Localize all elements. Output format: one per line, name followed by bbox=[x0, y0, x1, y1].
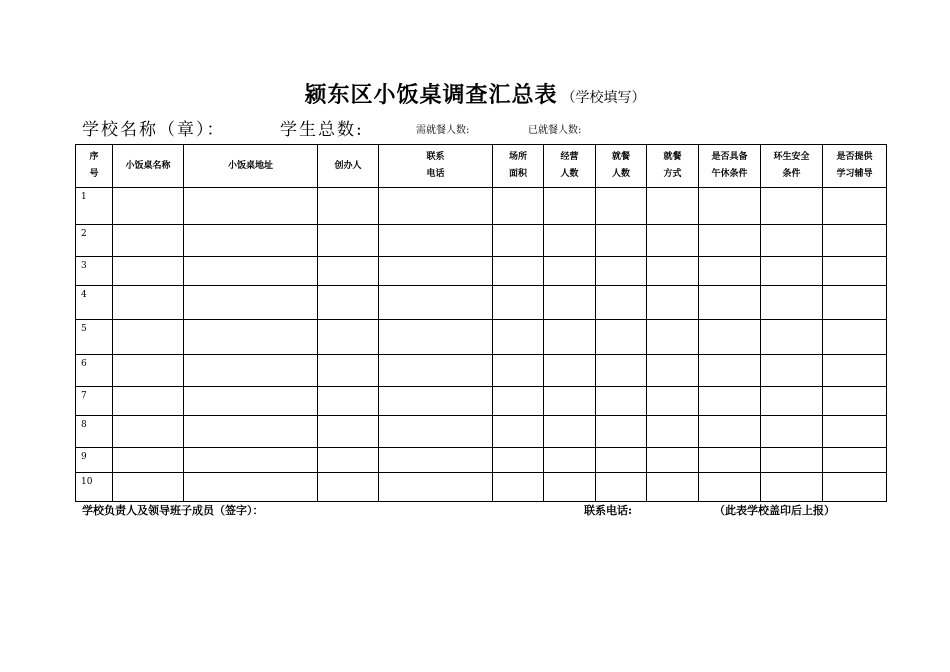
table-cell[interactable] bbox=[184, 257, 318, 286]
table-cell[interactable] bbox=[699, 387, 761, 416]
table-cell[interactable] bbox=[318, 225, 379, 257]
table-cell[interactable] bbox=[544, 416, 596, 448]
table-cell[interactable] bbox=[184, 320, 318, 355]
column-header bbox=[76, 145, 113, 188]
column-header-text: 方式 bbox=[663, 169, 682, 179]
table-cell[interactable] bbox=[761, 473, 823, 502]
table-cell[interactable] bbox=[596, 257, 647, 286]
table-cell[interactable] bbox=[823, 473, 887, 502]
table-cell[interactable] bbox=[823, 387, 887, 416]
column-header-text: 环生安全 bbox=[773, 152, 810, 162]
table-row bbox=[76, 257, 887, 286]
table-cell[interactable] bbox=[113, 416, 184, 448]
column-header bbox=[647, 145, 699, 188]
need-meal-label: 需就餐人数: bbox=[416, 125, 470, 136]
column-header-text: 小饭桌地址 bbox=[227, 160, 273, 171]
column-header bbox=[761, 145, 823, 188]
table-cell[interactable] bbox=[493, 473, 544, 502]
table-cell[interactable] bbox=[379, 188, 493, 225]
column-header bbox=[823, 145, 887, 188]
table-cell[interactable] bbox=[596, 416, 647, 448]
column-header-text: 联系 bbox=[426, 152, 445, 162]
table-cell[interactable] bbox=[647, 225, 699, 257]
column-header bbox=[184, 145, 318, 188]
table-cell[interactable] bbox=[379, 286, 493, 320]
table-cell[interactable] bbox=[184, 286, 318, 320]
table-cell[interactable] bbox=[318, 473, 379, 502]
table-cell[interactable] bbox=[493, 188, 544, 225]
table-cell[interactable] bbox=[184, 355, 318, 387]
table-cell[interactable] bbox=[379, 225, 493, 257]
table-cell[interactable] bbox=[493, 286, 544, 320]
table-cell[interactable] bbox=[699, 416, 761, 448]
table-cell[interactable] bbox=[318, 416, 379, 448]
table-row bbox=[76, 387, 887, 416]
row-number: 9 bbox=[76, 448, 113, 473]
table-cell[interactable] bbox=[318, 448, 379, 473]
table-cell[interactable] bbox=[823, 225, 887, 257]
table-cell[interactable] bbox=[647, 416, 699, 448]
table-cell[interactable] bbox=[184, 387, 318, 416]
table-cell[interactable] bbox=[318, 257, 379, 286]
table-cell[interactable] bbox=[113, 320, 184, 355]
already-meal-label: 已就餐人数: bbox=[528, 125, 582, 136]
survey-table bbox=[75, 144, 887, 502]
table-cell[interactable] bbox=[761, 257, 823, 286]
table-cell[interactable] bbox=[544, 188, 596, 225]
table-cell[interactable] bbox=[647, 448, 699, 473]
table-cell[interactable] bbox=[699, 355, 761, 387]
table-cell[interactable] bbox=[596, 320, 647, 355]
table-cell[interactable] bbox=[823, 286, 887, 320]
table-cell[interactable] bbox=[761, 320, 823, 355]
school-name-label: 学校名称（章）： bbox=[82, 120, 226, 140]
table-row bbox=[76, 225, 887, 257]
table-cell[interactable] bbox=[113, 286, 184, 320]
table-cell[interactable] bbox=[823, 188, 887, 225]
table-cell[interactable] bbox=[823, 355, 887, 387]
row-number: 10 bbox=[76, 473, 113, 502]
table-cell[interactable] bbox=[596, 473, 647, 502]
table-cell[interactable] bbox=[493, 448, 544, 473]
table-cell[interactable] bbox=[379, 473, 493, 502]
table-cell[interactable] bbox=[379, 257, 493, 286]
column-header bbox=[493, 145, 544, 188]
column-header-text: 创办人 bbox=[334, 160, 362, 171]
submission-note: （此表学校盖印后上报） bbox=[714, 504, 835, 517]
table-cell[interactable] bbox=[493, 257, 544, 286]
table-cell[interactable] bbox=[318, 188, 379, 225]
table-cell[interactable] bbox=[113, 448, 184, 473]
column-header-text: 号 bbox=[89, 169, 99, 179]
column-header-text: 电话 bbox=[426, 169, 445, 179]
table-cell[interactable] bbox=[596, 387, 647, 416]
table-cell[interactable] bbox=[544, 320, 596, 355]
table-cell[interactable] bbox=[544, 257, 596, 286]
column-header-text: 人数 bbox=[560, 169, 579, 179]
table-row bbox=[76, 416, 887, 448]
table-cell[interactable] bbox=[113, 257, 184, 286]
signer-label: 学校负责人及领导班子成员（签字）： bbox=[82, 504, 264, 517]
table-cell[interactable] bbox=[113, 355, 184, 387]
table-cell[interactable] bbox=[823, 416, 887, 448]
title-sub: （学校填写） bbox=[561, 90, 646, 106]
table-cell[interactable] bbox=[761, 448, 823, 473]
column-header bbox=[318, 145, 379, 188]
table-cell[interactable] bbox=[544, 448, 596, 473]
table-cell[interactable] bbox=[318, 387, 379, 416]
table-cell[interactable] bbox=[318, 355, 379, 387]
column-header-text: 条件 bbox=[782, 169, 801, 179]
document-title bbox=[0, 78, 950, 109]
table-row bbox=[76, 355, 887, 387]
table-cell[interactable] bbox=[761, 225, 823, 257]
table-cell[interactable] bbox=[544, 355, 596, 387]
table-cell[interactable] bbox=[761, 387, 823, 416]
table-row bbox=[76, 188, 887, 225]
table-cell[interactable] bbox=[184, 416, 318, 448]
row-number: 5 bbox=[76, 320, 113, 355]
table-cell[interactable] bbox=[761, 355, 823, 387]
table-cell[interactable] bbox=[596, 286, 647, 320]
row-number: 1 bbox=[76, 188, 113, 225]
table-row bbox=[76, 473, 887, 502]
table-cell[interactable] bbox=[647, 320, 699, 355]
table-cell[interactable] bbox=[761, 188, 823, 225]
table-cell[interactable] bbox=[761, 416, 823, 448]
table-cell[interactable] bbox=[113, 225, 184, 257]
table-cell[interactable] bbox=[318, 320, 379, 355]
table-cell[interactable] bbox=[647, 473, 699, 502]
table-row bbox=[76, 320, 887, 355]
column-header-text: 场所 bbox=[508, 152, 527, 162]
row-number: 8 bbox=[76, 416, 113, 448]
table-cell[interactable] bbox=[823, 448, 887, 473]
table-cell[interactable] bbox=[544, 473, 596, 502]
column-header bbox=[379, 145, 493, 188]
table-cell[interactable] bbox=[184, 473, 318, 502]
phone-label: 联系电话: bbox=[584, 504, 633, 517]
column-header-text: 午休条件 bbox=[711, 169, 748, 179]
table-cell[interactable] bbox=[544, 387, 596, 416]
row-number: 4 bbox=[76, 286, 113, 320]
row-number: 3 bbox=[76, 257, 113, 286]
table-cell[interactable] bbox=[493, 320, 544, 355]
header-row bbox=[76, 145, 887, 188]
table-cell[interactable] bbox=[544, 225, 596, 257]
table-cell[interactable] bbox=[493, 416, 544, 448]
table-row bbox=[76, 286, 887, 320]
table-cell[interactable] bbox=[596, 355, 647, 387]
column-header-text: 面积 bbox=[508, 169, 527, 179]
table-cell[interactable] bbox=[113, 473, 184, 502]
table-cell[interactable] bbox=[493, 355, 544, 387]
table-cell[interactable] bbox=[823, 257, 887, 286]
table-cell[interactable] bbox=[596, 448, 647, 473]
column-header-text: 人数 bbox=[611, 169, 630, 179]
table-cell[interactable] bbox=[379, 355, 493, 387]
column-header bbox=[596, 145, 647, 188]
table-cell[interactable] bbox=[544, 286, 596, 320]
table-cell[interactable] bbox=[493, 225, 544, 257]
column-header bbox=[544, 145, 596, 188]
table-cell[interactable] bbox=[318, 286, 379, 320]
table-cell[interactable] bbox=[761, 286, 823, 320]
table-cell[interactable] bbox=[493, 387, 544, 416]
info-line bbox=[82, 115, 882, 141]
table-row bbox=[76, 448, 887, 473]
table-cell[interactable] bbox=[113, 387, 184, 416]
table-cell[interactable] bbox=[596, 188, 647, 225]
table-cell[interactable] bbox=[379, 387, 493, 416]
table-cell[interactable] bbox=[647, 387, 699, 416]
table-cell[interactable] bbox=[699, 473, 761, 502]
column-header-text: 序 bbox=[89, 152, 99, 162]
table-cell[interactable] bbox=[699, 448, 761, 473]
title-main: 颍东区小饭桌调查汇总表 bbox=[304, 82, 558, 108]
row-number: 2 bbox=[76, 225, 113, 257]
table-cell[interactable] bbox=[699, 188, 761, 225]
table-cell[interactable] bbox=[699, 225, 761, 257]
table-cell[interactable] bbox=[647, 286, 699, 320]
column-header-text: 是否具备 bbox=[711, 152, 748, 162]
table-cell[interactable] bbox=[647, 188, 699, 225]
column-header-text: 学习辅导 bbox=[836, 169, 873, 179]
total-students-label: 学生总数: bbox=[280, 120, 364, 140]
table-cell[interactable] bbox=[184, 448, 318, 473]
footer-line bbox=[82, 502, 872, 520]
table-cell[interactable] bbox=[184, 188, 318, 225]
table-cell[interactable] bbox=[647, 257, 699, 286]
column-header-text: 就餐 bbox=[663, 152, 682, 162]
column-header-text: 就餐 bbox=[611, 152, 630, 162]
table-cell[interactable] bbox=[647, 355, 699, 387]
column-header-text: 小饭桌名称 bbox=[125, 160, 171, 171]
row-number: 7 bbox=[76, 387, 113, 416]
table-cell[interactable] bbox=[699, 286, 761, 320]
table-cell[interactable] bbox=[113, 188, 184, 225]
table-cell[interactable] bbox=[184, 225, 318, 257]
column-header bbox=[113, 145, 184, 188]
column-header bbox=[699, 145, 761, 188]
table-body bbox=[76, 188, 887, 502]
table-cell[interactable] bbox=[379, 320, 493, 355]
table-cell[interactable] bbox=[823, 320, 887, 355]
table-cell[interactable] bbox=[699, 257, 761, 286]
table-cell[interactable] bbox=[596, 225, 647, 257]
column-header-text: 是否提供 bbox=[836, 152, 873, 162]
table-cell[interactable] bbox=[379, 448, 493, 473]
table-cell[interactable] bbox=[699, 320, 761, 355]
row-number: 6 bbox=[76, 355, 113, 387]
column-header-text: 经营 bbox=[560, 152, 579, 162]
table-cell[interactable] bbox=[379, 416, 493, 448]
